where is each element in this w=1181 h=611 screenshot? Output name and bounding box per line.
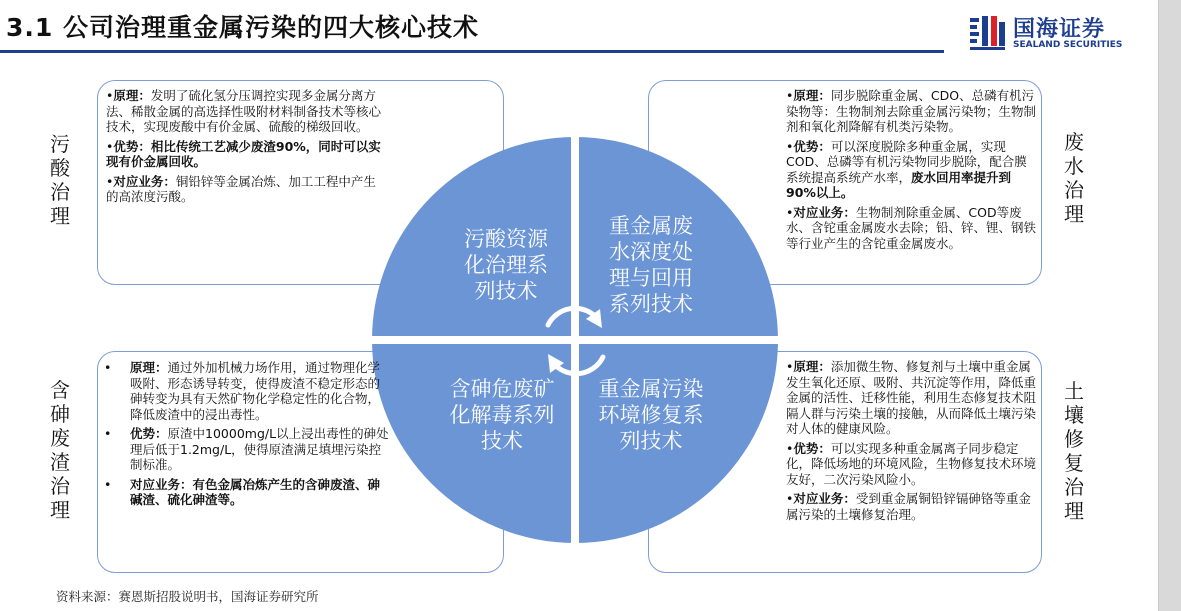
advantage-item: [104, 426, 392, 473]
bullet: •: [786, 138, 794, 154]
bullet: •: [786, 88, 794, 103]
side-char: 渣: [50, 450, 70, 474]
side-char: 污: [50, 132, 70, 156]
logo-text-cn: 国海证券: [1013, 17, 1106, 42]
quadrant-label-acid: 污酸资源 化治理系 列技术: [464, 227, 548, 303]
principle-text: 同步脱除重金属、CDO、总磷有机污染物等：生物制剂去除重金属污染物；生物制剂和氧化剂降解有机类污染物。: [786, 88, 1037, 134]
business-text: 受到重金属铜铅锌镉砷铬等重金属污染的土壤修复治理。: [786, 491, 1031, 522]
advantage-text: 可以实现多种重金属离子同步稳定化，降低场地的环境风险，生物修复技术环境友好，二次污染风险小。: [786, 440, 1037, 487]
business-text: 铜铅锌等金属冶炼、加工工程中产生的高浓度污酸。: [106, 173, 376, 204]
wastewater-box-text: [786, 88, 1036, 255]
side-label-acid: [48, 132, 72, 228]
advantage-text: 可以深度脱除多种重金属，实现COD、总磷等有机污染物同步脱除，配合膜系统提高系统产水率，: [786, 138, 1027, 185]
bullet: •: [104, 360, 112, 375]
side-char: 治: [1064, 475, 1084, 499]
principle-label: 原理：: [793, 88, 831, 103]
four-quadrant-circle: [370, 135, 780, 545]
arsenic-box-text: [104, 360, 392, 512]
side-char: 理: [1064, 499, 1084, 523]
bullet: •: [106, 173, 114, 189]
bullet: •: [786, 359, 794, 374]
principle-text: 添加微生物、修复剂与土壤中重金属发生氧化还原、吸附、共沉淀等作用，降低重金属的活性、迁移性能，利用生态修复技术阻隔人群与污染土壤的接触，从而降低土壤污染对人体的健康风险。: [786, 359, 1037, 436]
side-char: 理: [50, 498, 70, 522]
quadrant-label-soil: 重金属污染 环境修复系 列技术: [598, 377, 704, 453]
side-char: 土: [1064, 379, 1084, 403]
principle-item: [786, 359, 1036, 437]
bullet: •: [106, 138, 114, 154]
side-char: 废: [1064, 130, 1084, 154]
source-note: 资料来源：赛恩斯招股说明书，国海证券研究所: [56, 589, 319, 604]
side-label-wastewater: [1062, 130, 1086, 226]
side-char: 砷: [50, 402, 70, 426]
side-char: 复: [1064, 451, 1084, 475]
business-item: [786, 491, 1036, 522]
business-item: [786, 205, 1036, 252]
side-char: 废: [50, 426, 70, 450]
advantage-label: 优势：: [113, 138, 151, 154]
bullet: •: [104, 476, 112, 492]
business-item: [106, 174, 388, 205]
side-char: 酸: [50, 156, 70, 180]
title-underline: [0, 50, 944, 53]
side-char: 治: [50, 474, 70, 498]
logo-text-en: SEALAND SECURITIES: [1013, 40, 1123, 50]
bullet: •: [786, 204, 794, 220]
principle-label: 原理：: [113, 88, 151, 103]
principle-text: 通过外加机械力场作用，通过物理化学吸附、形态诱导转变，使得废渣不稳定形态的砷转变为具有天然矿物化学稳定性的化合物，降低废渣中的浸出毒性。: [130, 360, 381, 422]
business-label: 对应业务：: [113, 173, 176, 189]
principle-item: [106, 88, 388, 135]
business-label: 对应业务：: [793, 204, 856, 220]
scrollbar-track[interactable]: [1158, 0, 1181, 611]
principle-label: 原理：: [130, 360, 168, 375]
principle-item: [104, 360, 392, 422]
quadrant-label-wastewater: 重金属废 水深度处 理与回用 系列技术: [609, 214, 693, 316]
advantage-highlight: 废水回用率提升到90%以上。: [786, 169, 1012, 200]
bullet: •: [106, 88, 114, 103]
side-char: 壤: [1064, 403, 1084, 427]
principle-text: 发明了硫化氢分压调控实现多金属分离方法、稀散金属的高选择性吸附材料制备技术等核心技术，实现废酸中有价金属、硫酸的梯级回收。: [106, 88, 382, 134]
advantage-label: 优势：: [793, 440, 831, 456]
acid-box-text: [106, 88, 388, 209]
bullet: •: [104, 426, 112, 441]
principle-item: [786, 88, 1036, 135]
company-logo: [969, 12, 1139, 56]
sealand-logo-icon: [969, 14, 1007, 52]
advantage-label: 优势：: [130, 426, 168, 441]
business-text: 生物制剂除重金属、COD等废水、含铊重金属废水去除；铅、锌、锂、钢铁等行业产生的含铊重金属废水。: [786, 204, 1037, 251]
side-char: 理: [50, 204, 70, 228]
side-char: 水: [1064, 154, 1084, 178]
business-item: [104, 477, 392, 508]
advantage-label: 优势：: [793, 138, 831, 154]
bullet: •: [786, 440, 794, 456]
advantage-item: [786, 441, 1036, 488]
advantage-text: 相比传统工艺减少废渣90%，同时可以实现有价金属回收。: [106, 138, 381, 169]
business-text: 有色金属冶炼产生的含砷废渣、砷碱渣、硫化砷渣等。: [130, 476, 381, 507]
business-label: 对应业务：: [793, 491, 856, 506]
business-label: 对应业务：: [130, 476, 193, 492]
soil-box-text: [786, 359, 1036, 526]
side-char: 治: [50, 180, 70, 204]
side-char: 修: [1064, 427, 1084, 451]
advantage-item: [786, 139, 1036, 201]
principle-label: 原理：: [793, 359, 831, 374]
side-char: 理: [1064, 202, 1084, 226]
side-char: 治: [1064, 178, 1084, 202]
advantage-text: 原渣中10000mg/L以上浸出毒性的砷处理后低于1.2mg/L，使得原渣满足填埋污染控制标准。: [130, 426, 389, 472]
side-label-arsenic: [48, 378, 72, 522]
advantage-item: [106, 139, 388, 170]
side-label-soil: [1062, 379, 1086, 523]
side-char: 含: [50, 378, 70, 402]
page-title: 3.1 公司治理重金属污染的四大核心技术: [6, 13, 479, 42]
bullet: •: [786, 491, 794, 506]
quadrant-label-arsenic: 含砷危废矿 化解毒系列 技术: [449, 377, 555, 453]
